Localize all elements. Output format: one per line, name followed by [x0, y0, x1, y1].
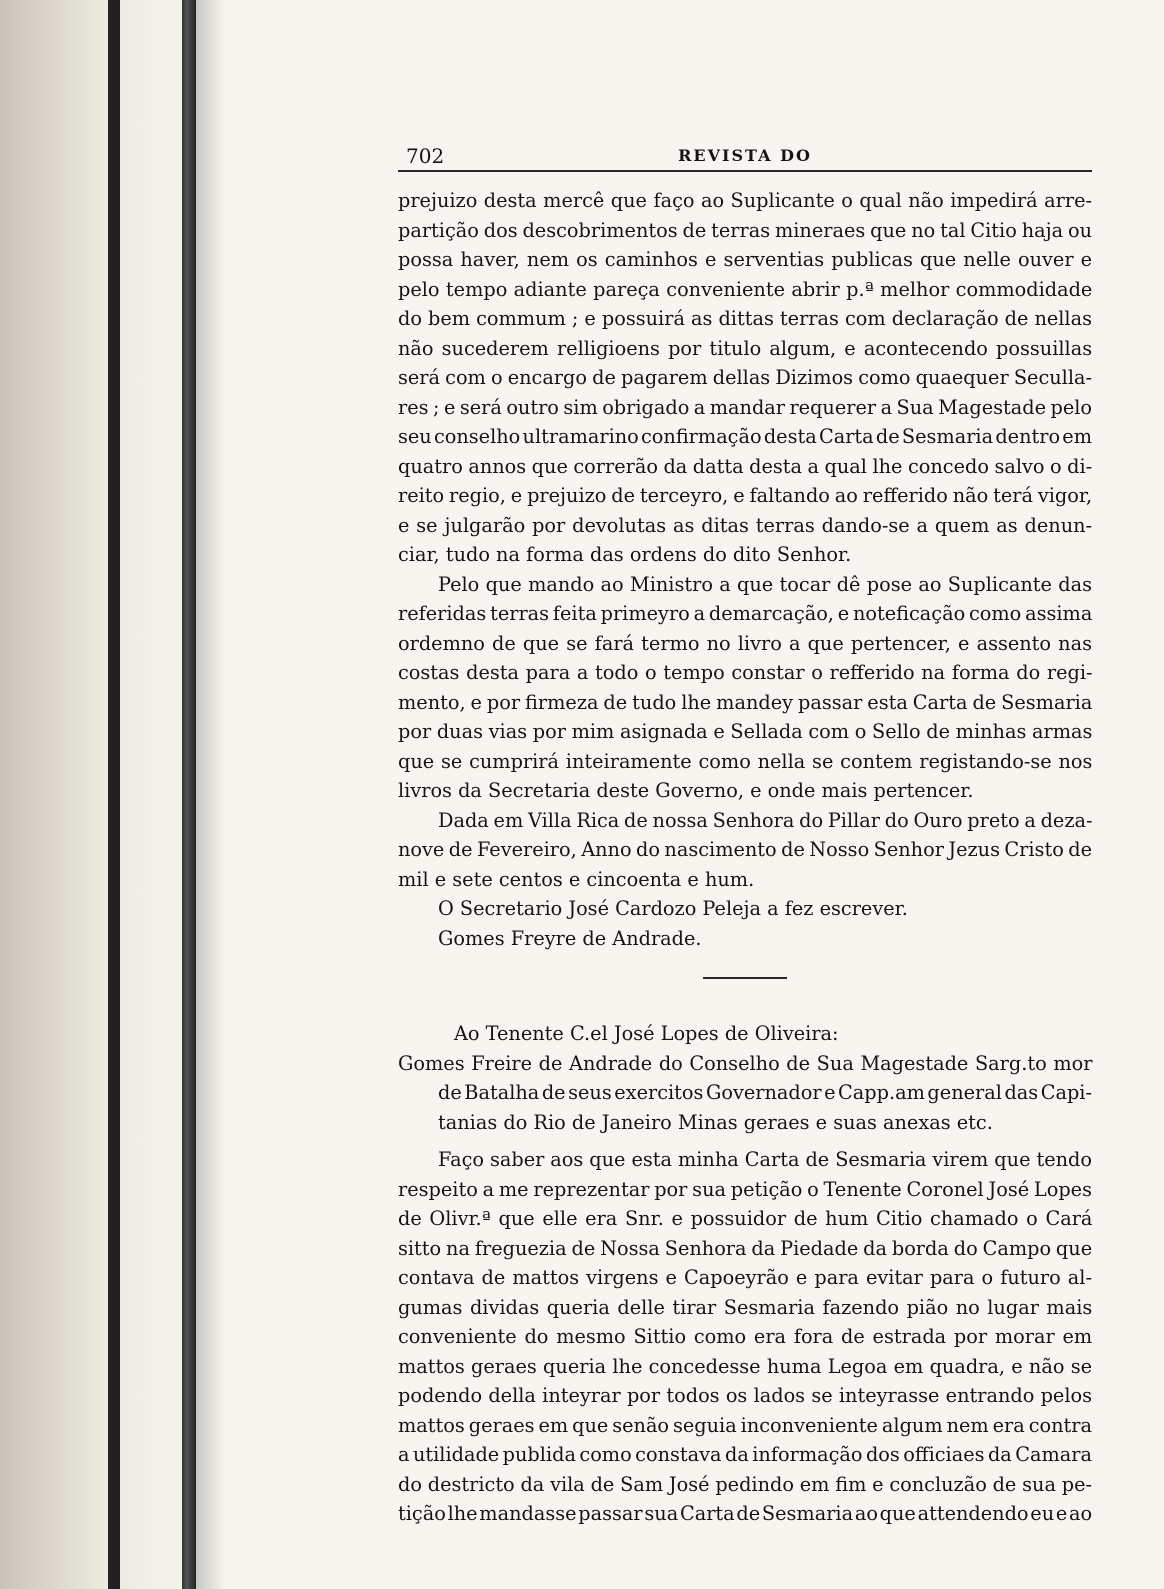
text-line: mattos geraes queria lhe concedesse huma Legoa em quadra, e não se — [398, 1354, 1092, 1378]
text-line: a utilidade publida como constava da informação dos officiaes da Camara — [398, 1443, 1092, 1466]
text-line: possa haver, nem os caminhos e serventias publicas que nelle ouver e — [398, 248, 1093, 271]
text-line: pelo tempo adiante pareça conveniente abrir p.ª melhor commodidade — [398, 277, 1093, 301]
text-line: prejuizo desta mercê que faço ao Suplicante o qual não impedirá arre- — [398, 189, 1093, 212]
paragraph-petition — [398, 1145, 1092, 1529]
text-line: ordemno de que se fará termo no livro a que pertencer, e assento nas — [398, 631, 1092, 655]
text-line: ciar, tudo na forma das ordens do dito Senhor. — [398, 543, 852, 566]
text-line: seu conselho ultramarino confirmação desta Carta de Sesmaria dentro em — [398, 425, 1092, 448]
text-line: contava de mattos virgens e Capoeyrão e para evitar para o futuro al- — [398, 1266, 1092, 1289]
document-two — [398, 1019, 1092, 1529]
text-line: não sucederem relligioens por titulo algum, e acontecendo possuillas — [398, 336, 1093, 360]
text-line: de Olivr.ª que elle era Snr. e possuidor de hum Citio chamado o Cará — [398, 1207, 1093, 1230]
text-line: sitto na freguezia de Nossa Senhora da Piedade da borda do Campo que — [398, 1236, 1093, 1260]
text-line: reito regio, e prejuizo de terceyro, e faltando ao refferido não terá vigor, — [398, 484, 1093, 507]
binding-shadow-right — [182, 0, 196, 1589]
secretary-line: O Secretario José Cardozo Peleja a fez escrever. — [438, 897, 908, 920]
text-line: conveniente do mesmo Sittio como era fora de estrada por morar em — [398, 1325, 1093, 1348]
text-line: quatro annos que correrão da datta desta a qual lhe concedo salvo o di- — [398, 454, 1093, 478]
text-line: res ; e será outro sim obrigado a mandar requerer a Sua Magestade pelo — [398, 395, 1092, 419]
text-line: nove de Fevereiro, Anno do nascimento de Nosso Senhor Jezus Cristo de — [398, 838, 1092, 861]
section-separator — [703, 977, 787, 979]
gutter-shade — [196, 0, 226, 1589]
text-line: tanias do Rio de Janeiro Minas geraes e suas anexas etc. — [438, 1110, 993, 1134]
governor-titles — [398, 1049, 1092, 1138]
text-line: de Batalha de seus exercitos Governador e Capp.am general das Capi- — [438, 1081, 1092, 1104]
text-line: costas desta para a todo o tempo constar o refferido na forma do regi- — [398, 661, 1093, 684]
text-line: mil e sete centos e cincoenta e hum. — [398, 867, 755, 891]
document-one — [398, 186, 1092, 953]
text-line: Dada em Villa Rica de nossa Senhora do Pillar do Ouro preto a deza- — [438, 808, 1093, 832]
text-line: livros da Secretaria deste Governo, e onde mais pertencer. — [398, 779, 974, 802]
addressee-line: Ao Tenente C.el José Lopes de Oliveira: — [454, 1022, 839, 1045]
text-line: Pelo que mando ao Ministro a que tocar dê pose ao Suplicante das — [438, 572, 1092, 596]
addressee — [398, 1019, 1092, 1049]
paragraph-dating — [398, 806, 1092, 954]
text-line: podendo della inteyrar por todos os lados se inteyrasse entrando pelos — [398, 1384, 1092, 1407]
text-line: que se cumprirá inteiramente como nella se contem registando-se nos — [398, 749, 1093, 773]
text-line: será com o encargo de pagarem dellas Dizimos como quaequer Seculla- — [398, 366, 1092, 389]
paragraph-grant-terms — [398, 186, 1092, 570]
text-line: mento, e por firmeza de tudo lhe mandey passar esta Carta de Sesmaria — [398, 690, 1093, 714]
text-line: referidas terras feita primeyro a demarcação, e noteficação como assima — [398, 602, 1093, 625]
text-line: por duas vias por mim asignada e Sellada com o Sello de minhas armas — [398, 720, 1093, 743]
text-line: mattos geraes em que senão seguia inconveniente algum nem era contra — [398, 1413, 1092, 1437]
signature-line: Gomes Freyre de Andrade. — [438, 926, 702, 950]
text-line: respeito a me reprezentar por sua petição o Tenente Coronel José Lopes — [398, 1177, 1092, 1201]
book-page — [398, 140, 1092, 1529]
text-line: Faço saber aos que esta minha Carta de Sesmaria virem que tendo — [438, 1148, 1092, 1171]
text-line: Gomes Freire de Andrade do Conselho de Sua Magestade Sarg.to mor — [398, 1051, 1093, 1075]
paragraph-possession-order — [398, 570, 1092, 806]
text-line: gumas dividas queria delle tirar Sesmaria fazendo pião no lugar mais — [398, 1295, 1093, 1319]
binding-shadow-left — [108, 0, 120, 1589]
page-number: 702 — [406, 144, 445, 168]
text-line: do bem commum ; e possuirá as dittas terras com declaração de nellas — [398, 307, 1092, 330]
running-head — [398, 140, 1092, 172]
journal-title: REVISTA DO — [678, 146, 812, 165]
text-line: e se julgarão por devolutas as ditas terras dando-se a quem as denun- — [398, 513, 1093, 537]
text-line: do destricto da vila de Sam José pedindo em fim e concluzão de sua pe- — [398, 1472, 1092, 1496]
text-line: tição lhe mandasse passar sua Carta de Sesmaria ao que attendendo eu e ao — [398, 1502, 1093, 1525]
text-line: partição dos descobrimentos de terras mineraes que no tal Citio haja ou — [398, 218, 1092, 242]
